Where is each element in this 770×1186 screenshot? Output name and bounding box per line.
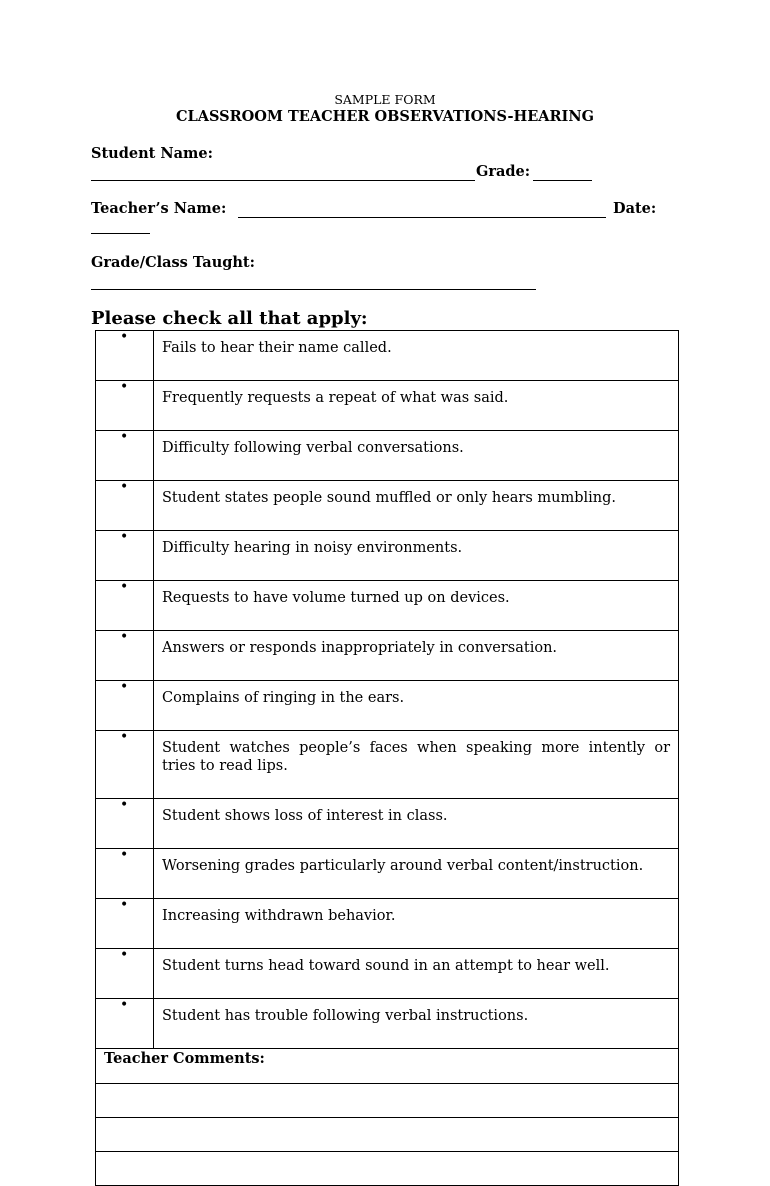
checklist-item-text: Student shows loss of interest in class.: [154, 799, 679, 849]
checklist-row: [96, 849, 679, 899]
checklist-row: [96, 731, 679, 799]
checkbox-cell[interactable]: [96, 799, 154, 849]
checklist-item-text: Difficulty following verbal conversations.: [154, 431, 679, 481]
checkbox-cell[interactable]: [96, 531, 154, 581]
grade-label: Grade:: [476, 163, 531, 180]
checklist-row: [96, 681, 679, 731]
bullet-icon: •: [120, 679, 129, 695]
teacher-name-label: Teacher’s Name:: [91, 200, 227, 217]
checkbox-cell[interactable]: [96, 731, 154, 799]
student-name-field[interactable]: [91, 180, 475, 181]
date-label: Date:: [613, 200, 657, 217]
checklist-item-text: Student turns head toward sound in an attempt to hear well.: [154, 949, 679, 999]
checklist-item-text: Difficulty hearing in noisy environments.: [154, 531, 679, 581]
bullet-icon: •: [120, 797, 129, 813]
bullet-icon: •: [120, 579, 129, 595]
checklist-row: [96, 381, 679, 431]
checklist-row: [96, 899, 679, 949]
bullet-icon: •: [120, 729, 129, 745]
grade-field[interactable]: [533, 180, 592, 181]
checkbox-cell[interactable]: [96, 481, 154, 531]
checklist-heading: Please check all that apply:: [91, 308, 368, 329]
checklist-item-text: Complains of ringing in the ears.: [154, 681, 679, 731]
bullet-icon: •: [120, 997, 129, 1013]
checklist-row: [96, 631, 679, 681]
grade-class-field[interactable]: [91, 289, 536, 290]
comment-line[interactable]: [96, 1084, 679, 1118]
checklist-item-text: Worsening grades particularly around verbal content/instruction.: [154, 849, 679, 899]
checklist-item-text: Student states people sound muffled or only hears mumbling.: [154, 481, 679, 531]
checkbox-cell[interactable]: [96, 381, 154, 431]
bullet-icon: •: [120, 847, 129, 863]
checklist-row: [96, 481, 679, 531]
checkbox-cell[interactable]: [96, 581, 154, 631]
date-field[interactable]: [91, 233, 150, 234]
checkbox-cell[interactable]: [96, 899, 154, 949]
bullet-icon: •: [120, 429, 129, 445]
checklist-row: [96, 581, 679, 631]
checklist-row: [96, 799, 679, 849]
checkbox-cell[interactable]: [96, 431, 154, 481]
teacher-name-field[interactable]: [238, 217, 606, 218]
checklist-item-text: Increasing withdrawn behavior.: [154, 899, 679, 949]
checklist-row: [96, 949, 679, 999]
checklist-row: [96, 531, 679, 581]
bullet-icon: •: [120, 529, 129, 545]
bullet-icon: •: [120, 629, 129, 645]
student-name-label: Student Name:: [91, 145, 213, 162]
checklist-row: [96, 431, 679, 481]
checkbox-cell[interactable]: [96, 949, 154, 999]
checklist-item-text: Fails to hear their name called.: [154, 331, 679, 381]
checklist-item-text: Answers or responds inappropriately in conversation.: [154, 631, 679, 681]
bullet-icon: •: [120, 947, 129, 963]
checklist-item-text: Frequently requests a repeat of what was said.: [154, 381, 679, 431]
checklist-item-text: Student watches people’s faces when speaking more intently or tries to read lips.: [154, 731, 679, 799]
comment-line[interactable]: [96, 1118, 679, 1152]
checkbox-cell[interactable]: [96, 681, 154, 731]
bullet-icon: •: [120, 379, 129, 395]
teacher-comments-table: [95, 1048, 679, 1186]
checkbox-cell[interactable]: [96, 631, 154, 681]
checklist-item-text: Requests to have volume turned up on devices.: [154, 581, 679, 631]
comment-line[interactable]: [96, 1152, 679, 1186]
grade-class-label: Grade/Class Taught:: [91, 254, 255, 271]
checkbox-cell[interactable]: [96, 849, 154, 899]
bullet-icon: •: [120, 897, 129, 913]
checklist-item-text: Student has trouble following verbal instructions.: [154, 999, 679, 1049]
checkbox-cell[interactable]: [96, 331, 154, 381]
teacher-comments-label: Teacher Comments:: [96, 1049, 679, 1084]
bullet-icon: •: [120, 479, 129, 495]
sample-form-label: SAMPLE FORM: [334, 92, 436, 107]
checklist-table: [95, 330, 679, 1049]
form-title: CLASSROOM TEACHER OBSERVATIONS-HEARING: [176, 108, 594, 125]
checklist-row: [96, 331, 679, 381]
bullet-icon: •: [120, 329, 129, 345]
